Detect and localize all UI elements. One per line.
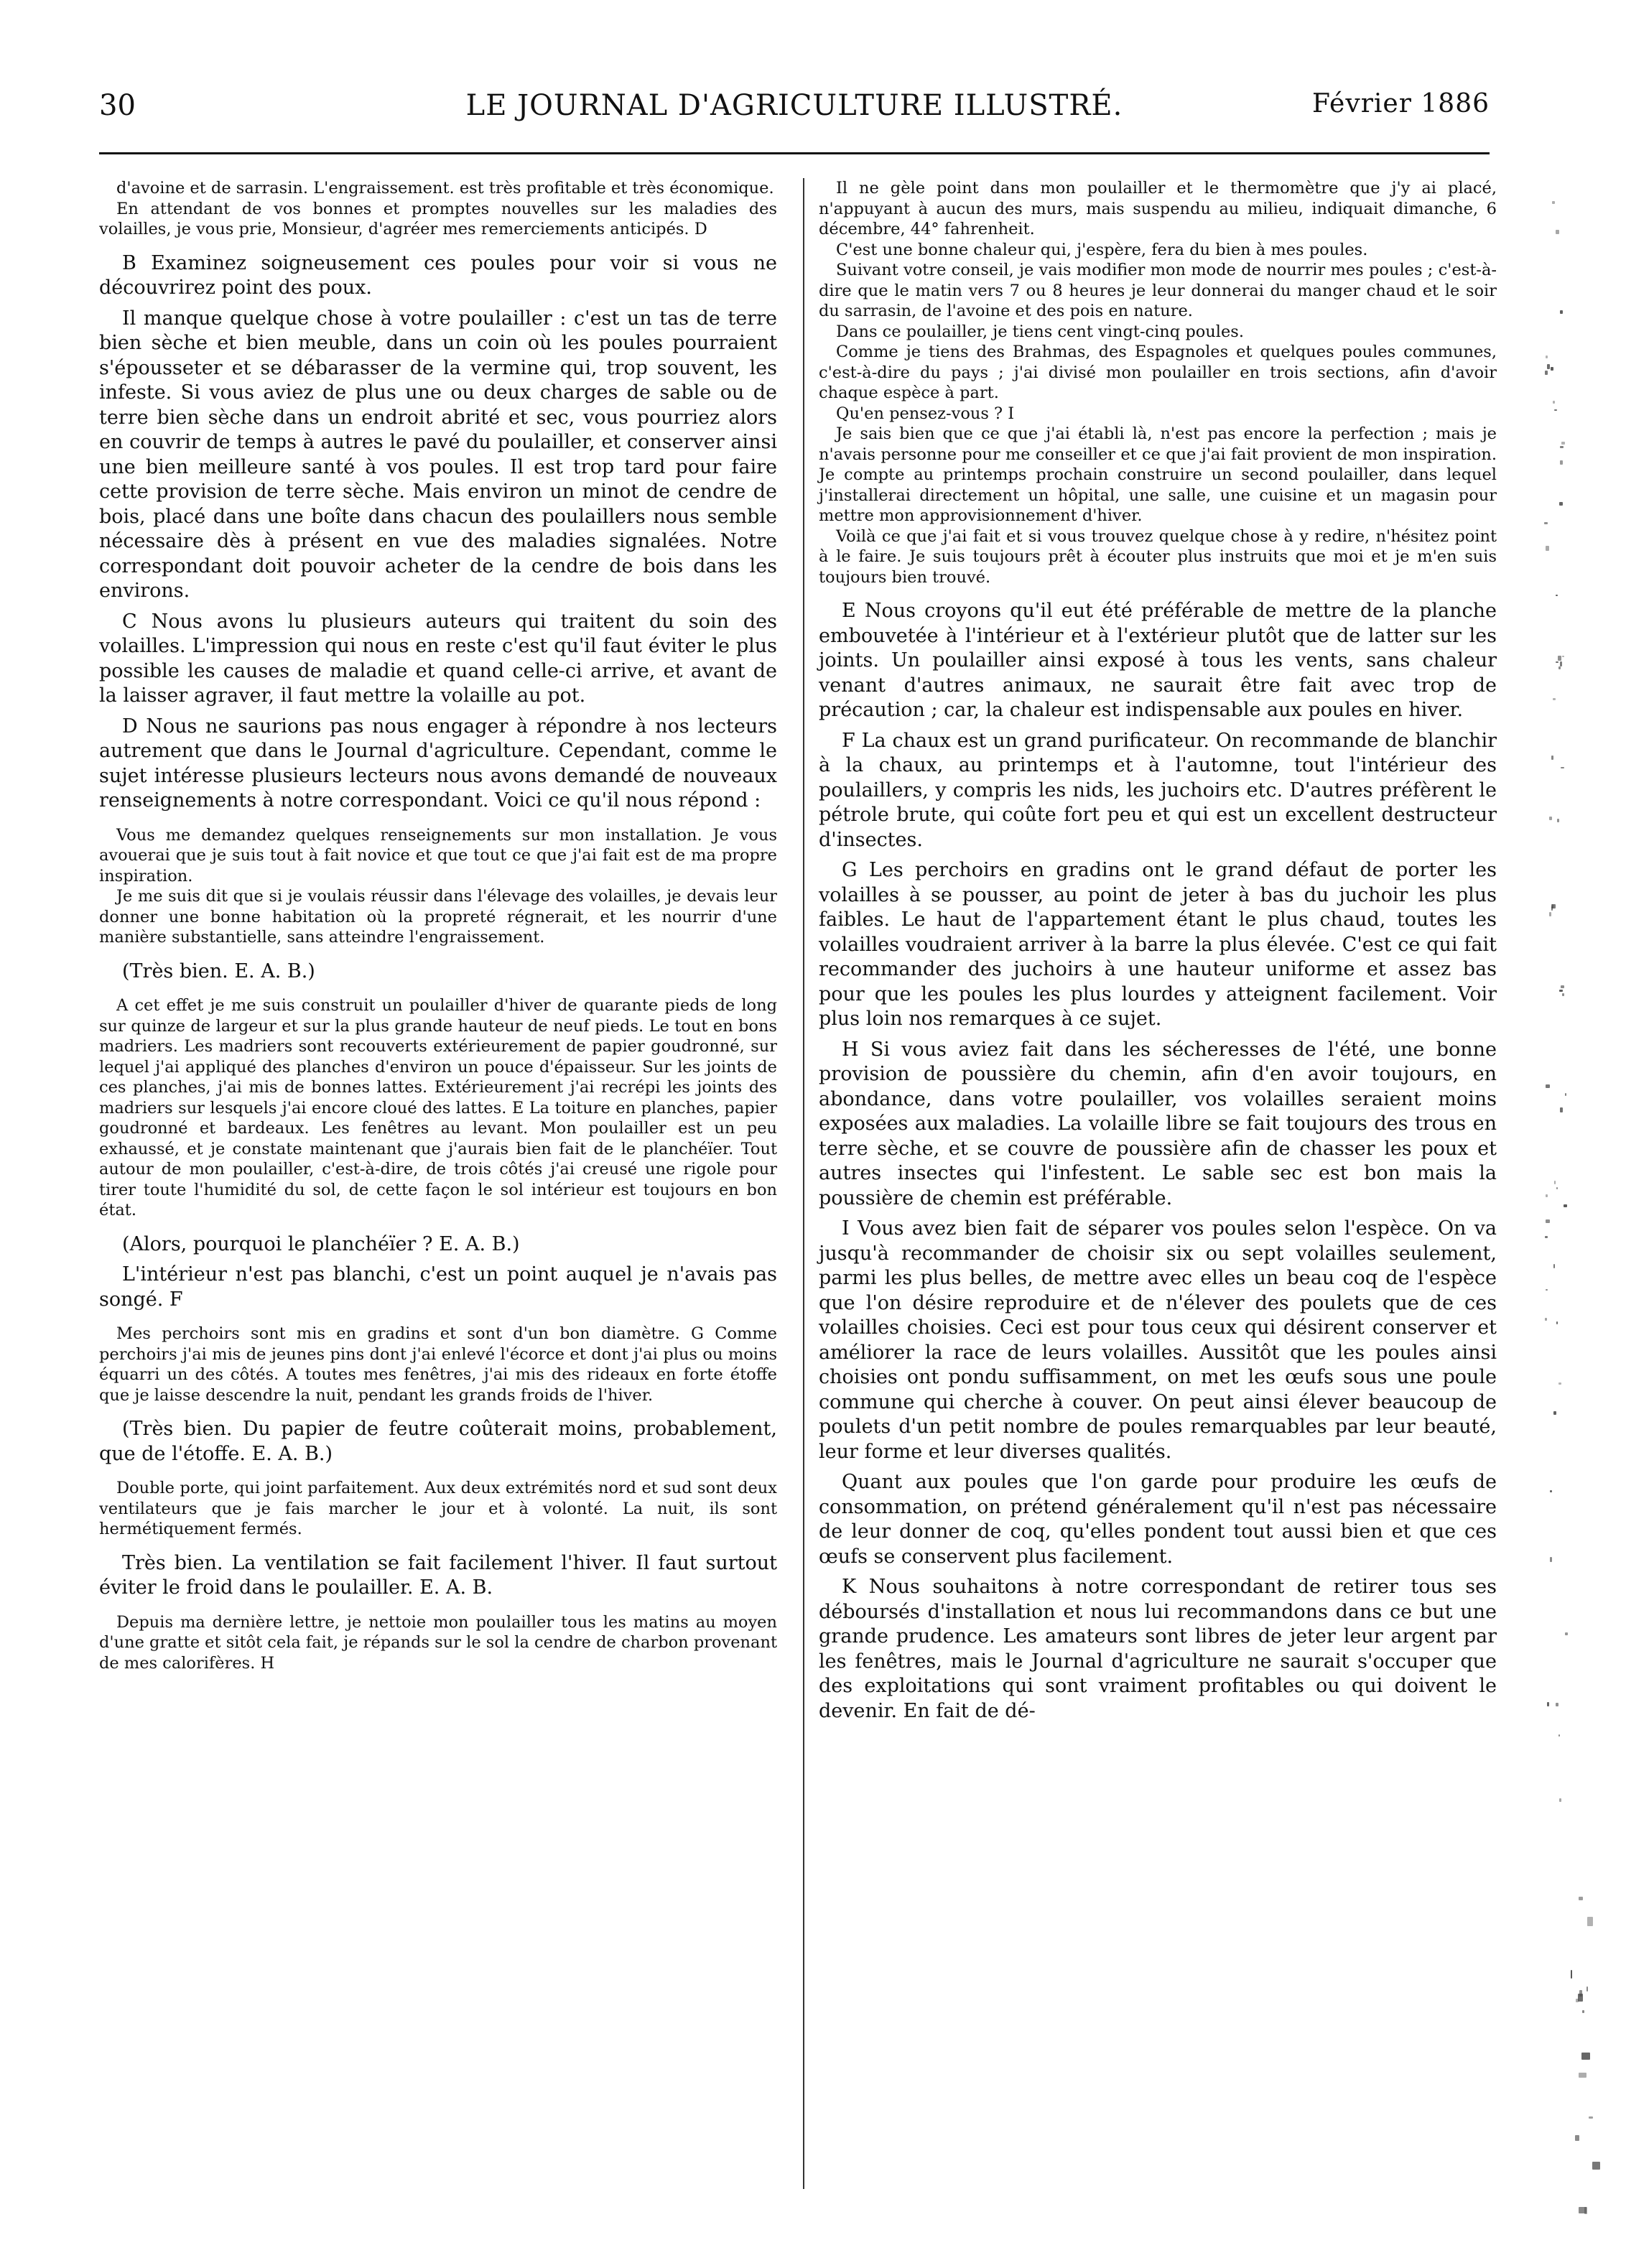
scan-speck xyxy=(1560,460,1563,465)
scan-speck xyxy=(1556,1187,1558,1189)
scan-speck xyxy=(1546,1084,1550,1088)
scan-speck xyxy=(1556,1321,1558,1324)
scan-speck xyxy=(1579,2073,1586,2078)
scan-speck xyxy=(1561,985,1564,989)
scan-speck xyxy=(1545,1318,1547,1321)
scan-margin-specks xyxy=(1544,187,1602,2241)
scan-speck xyxy=(1545,371,1548,374)
right-column xyxy=(819,178,1497,1724)
scan-speck xyxy=(1551,756,1553,760)
scan-speck xyxy=(1547,364,1550,369)
scan-speck xyxy=(1559,990,1563,992)
scan-speck xyxy=(1559,1798,1561,1802)
paragraph: (Alors, pourquoi le planchéïer ? E. A. B.) xyxy=(122,1232,520,1255)
scan-speck xyxy=(1551,904,1556,908)
scan-speck xyxy=(1560,1107,1562,1112)
page-number: 30 xyxy=(99,89,136,122)
scan-speck xyxy=(1576,1999,1579,2002)
scan-speck xyxy=(1592,2162,1600,2170)
paragraph: Depuis ma dernière lettre, je nettoie mon poulailler tous les matins au moyen d'une gratte et sitôt cela fait, je répands sur le sol la cendre de charbon provenant de mes calorifères. H xyxy=(99,1612,777,1673)
scan-speck xyxy=(1589,2116,1593,2119)
scan-speck xyxy=(1556,1703,1558,1706)
paragraph: Vous me demandez quelques renseignements sur mon installation. Je vous avouerai que je suis tout à fait novice et que tout ce que j'ai fait est de ma propre inspiration. xyxy=(99,825,777,886)
journal-title: LE JOURNAL D'AGRICULTURE ILLUSTRÉ. xyxy=(465,89,1123,122)
scan-speck xyxy=(1564,1204,1567,1207)
scan-speck xyxy=(1565,1632,1568,1635)
header-rule xyxy=(99,152,1490,154)
scan-speck xyxy=(1561,767,1564,768)
scan-speck xyxy=(1562,656,1564,657)
scan-speck xyxy=(1550,1490,1552,1492)
scan-speck xyxy=(1556,595,1558,596)
paragraph: Je sais bien que ce que j'ai établi là, n'est pas encore la perfection ; mais je n'avais personne pour me conseiller et ce que j'ai fait provient de mon inspiration. Je compte au printemps prochain construire un second poulailler, dans lequel j'installerai directement un hôpital, une salle, une cuisine et un magasin pour mettre mon approvisionnement d'hiver. xyxy=(819,424,1497,525)
paragraph: G Les perchoirs en gradins ont le grand défaut de porter les volailles à se pousser, au point de jeter à bas du juchoir les plus faibles. Le haut de l'appartement étant le plus chaud, toutes les volailles voudraient arriver à la barre la plus élevée. C'est ce qui fait recommander des juchoirs à une hauteur uniforme et assez bas pour que les poules les plus lourdes y atteignent facilement. Voir plus loin nos remarques à ce sujet. xyxy=(819,859,1497,1030)
scan-speck xyxy=(1587,1917,1593,1926)
scan-speck xyxy=(1550,1557,1552,1562)
paragraph: C'est une bonne chaleur qui, j'espère, fera du bien à mes poules. xyxy=(836,240,1368,259)
scan-speck xyxy=(1575,2135,1579,2141)
paragraph: Mes perchoirs sont mis en gradins et sont d'un bon diamètre. G Comme perchoirs j'ai mis de jeunes pins dont j'ai enlevé l'écorce et dont j'ai plus ou moins équarri un des côtés. A toutes mes fenêtres, j'ai mis des rideaux en forte étoffe que je laisse descendre la nuit, pendant les grands froids de l'hiver. xyxy=(99,1324,777,1405)
scan-speck xyxy=(1554,409,1557,411)
paragraph: C Nous avons lu plusieurs auteurs qui traitent du soin des volailles. L'impression qui nous en reste c'est qu'il faut éviter le plus possible les causes de maladie et quand celle-ci arrive, et avant de la laisser agraver, il faut mettre la volaille au pot. xyxy=(99,610,777,707)
paragraph: Qu'en pensez-vous ? I xyxy=(836,404,1015,423)
paragraph: Suivant votre conseil, je vais modifier mon mode de nourrir mes poules ; c'est-à-dire que le matin vers 7 ou 8 heures je leur donnerai du manger chaud et le soir du sarrasin, de l'avoine et des pois en nature. xyxy=(819,261,1497,320)
scan-speck xyxy=(1558,1734,1561,1737)
paragraph: H Si vous aviez fait dans les sécheresses de l'été, une bonne provision de poussière du chemin, afin d'en avoir toujours, en abondance, dans votre poulailler, vos volailles seraient moins exposées aux maladies. La volaille libre se fait toujours des trous en terre sèche, et se couvre de poussière afin de chasser les poux et autres insectes qui l'infestent. Le sable sec est bon mais la poussière de chemin est préférable. xyxy=(819,1038,1497,1209)
scan-speck xyxy=(1546,1194,1548,1197)
scan-speck xyxy=(1553,698,1556,701)
scan-speck xyxy=(1546,546,1550,551)
page-header xyxy=(99,85,1490,128)
scan-speck xyxy=(1558,656,1562,661)
paragraph: A cet effet je me suis construit un poulailler d'hiver de quarante pieds de long sur quinze de largeur et sur la plus grande hauteur de neuf pieds. Le tout en bons madriers. Les madriers sont recouverts extérieurement de papier goudronné, sur lequel j'ai appliqué des planches d'environ un pouce d'épaisseur. Sur les joints de ces planches, j'ai mis de bonnes lattes. Extérieurement j'ai recrépi les joints des madriers sur lesquels j'ai encore cloué des lattes. E La toiture en planches, papier goudronné et bardeaux. Les fenêtres au levant. Mon poulailler est un peu exhaussé, et je constate maintenant que j'aurais bien fait de le planchéïer. Tout autour de mon poulailler, c'est-à-dire, de trois côtés j'ai creusé une rigole pour tirer toute l'humidité du sol, de cette façon le sol intérieur est toujours en bon état. xyxy=(99,996,777,1219)
scan-speck xyxy=(1551,367,1553,371)
scan-speck xyxy=(1584,2207,1587,2214)
scan-speck xyxy=(1579,1897,1583,1900)
issue-date: Février 1886 xyxy=(1312,89,1490,118)
paragraph: Il ne gèle point dans mon poulailler et le thermomètre que j'y ai placé, n'appuyant à aucun des murs, mais suspendu au milieu, indiquait dimanche, 6 décembre, 44° fahrenheit. xyxy=(819,179,1497,238)
scan-speck xyxy=(1556,230,1559,234)
scan-speck xyxy=(1560,310,1563,314)
paragraph: d'avoine et de sarrasin. L'engraissement. est très profitable et très économique. xyxy=(116,179,774,197)
paragraph: En attendant de vos bonnes et promptes nouvelles sur les maladies des volailles, je vous prie, Monsieur, d'agréer mes remerciements anticipés. D xyxy=(99,199,777,238)
scan-speck xyxy=(1561,442,1566,444)
column-divider xyxy=(803,178,804,2189)
paragraph: L'intérieur n'est pas blanchi, c'est un point auquel je n'avais pas songé. F xyxy=(99,1263,777,1311)
scan-speck xyxy=(1571,1970,1572,1979)
paragraph: Dans ce poulailler, je tiens cent vingt-cinq poules. xyxy=(836,322,1244,341)
left-column xyxy=(99,178,777,1673)
paragraph: Quant aux poules que l'on garde pour produire les œufs de consommation, on prétend généralement qu'il n'est pas nécessaire de leur donner de coq, qu'elles pondent tout aussi bien et que ces œufs se conservent plus facilement. xyxy=(819,1471,1497,1568)
paragraph: Double porte, qui joint parfaitement. Aux deux extrémités nord et sud sont deux ventilateurs que je fais marcher le jour et à volonté. La nuit, ils sont hermétiquement fermés. xyxy=(99,1479,777,1538)
paragraph: B Examinez soigneusement ces poules pour voir si vous ne découvrirez point des poux. xyxy=(99,251,777,299)
scan-speck xyxy=(1546,1219,1550,1223)
scan-speck xyxy=(1547,1702,1549,1706)
paragraph: Je me suis dit que si je voulais réussir dans l'élevage des volailles, je devais leur donner une bonne habitation où la propreté régnerait, et les nourrir d'une manière substantielle, sans atteindre l'engraissement. xyxy=(99,887,777,947)
scan-speck xyxy=(1559,502,1563,506)
paragraph: Comme je tiens des Brahmas, des Espagnoles et quelques poules communes, c'est-à-dire du pays ; j'ai divisé mon poulailler en trois sections, afin d'avoir chaque espèce à part. xyxy=(819,343,1497,402)
scan-speck xyxy=(1549,817,1552,820)
scan-speck xyxy=(1562,993,1564,996)
scan-speck xyxy=(1552,201,1555,204)
scan-speck xyxy=(1546,1289,1548,1291)
paragraph: F La chaux est un grand purificateur. On recommande de blanchir à la chaux, au printemps et à l'automne, tout l'intérieur des poulaillers, y compris les nids, les juchoirs etc. D'autres préfèrent le pétrole brute, qui coûte fort peu et qui est un excellent destructeur d'insectes. xyxy=(819,729,1497,851)
paragraph: Voilà ce que j'ai fait et si vous trouvez quelque chose à y redire, n'hésitez point à le faire. Je suis toujours prêt à écouter plus instruits que moi et je m'en suis toujours bien trouvé. xyxy=(819,526,1497,587)
scan-speck xyxy=(1556,661,1558,664)
paragraph: (Très bien. Du papier de feutre coûterait moins, probablement, que de l'étoffe. E. A. B.) xyxy=(99,1418,777,1465)
scan-speck xyxy=(1545,1236,1548,1238)
scan-speck xyxy=(1582,2010,1584,2013)
paragraph: I Vous avez bien fait de séparer vos poules selon l'espèce. On va jusqu'à recommander de choisir six ou sept volailles seulement, parmi les plus belles, de mettre avec elles un beau coq de l'espèce que l'on désire reproduire et de n'élever des poulets que de ces volailles choisies. Ceci est pour tous ceux qui désirent conserver et améliorer la race de leurs volailles. Aussitôt que les poules ainsi choisies ont pondu suffisamment, on met les œufs sous une poule commune qui cherche à couver. On peut ainsi élever beaucoup de poulets d'un petit nombre de poules remarquables par leur beauté, leur forme et leur diverses qualités. xyxy=(819,1217,1497,1463)
scan-speck xyxy=(1558,666,1561,670)
scan-speck xyxy=(1549,912,1551,916)
scan-speck xyxy=(1553,1264,1555,1268)
scan-speck xyxy=(1560,661,1562,666)
paragraph: K Nous souhaitons à notre correspondant de retirer tous ses déboursés d'installation et nous lui recommandons dans ce but une grande prudence. Les amateurs sont libres de jeter leur argent par les fenêtres, mais le Journal d'agriculture ne saurait s'occuper que des exploitations qui sont vraiment profitables ou qui doivent le devenir. En fait de dé- xyxy=(819,1576,1497,1722)
scan-speck xyxy=(1581,2053,1590,2060)
scan-speck xyxy=(1546,355,1548,358)
scan-speck xyxy=(1553,1411,1556,1415)
paragraph: Très bien. La ventilation se fait facilement l'hiver. Il faut surtout éviter le froid dans le poulailler. E. A. B. xyxy=(99,1551,777,1599)
scan-speck xyxy=(1586,1986,1589,1991)
scan-speck xyxy=(1557,819,1558,822)
paragraph: Il manque quelque chose à votre poulailler : c'est un tas de terre bien sèche et bien meuble, dans un coin où les poules pourraient s'épousseter et se débarasser de la vermine qui, trop souvent, les infeste. Si vous aviez de plus une ou deux charges de sable ou de terre bien sèche dans un endroit abrité et sec, vous pourriez alors en couvrir de temps à autres le pavé du poulailler, et conserver ainsi une bien meilleure santé à vos poules. Il est trop tard pour faire cette provision de terre sèche. Mais environ un minot de cendre de bois, placé dans une boîte dans chacun des poulaillers nous semble nécessaire dès à présent en vue des maladies signalées. Notre correspondant doit pouvoir acheter de la cendre de bois dans les environs. xyxy=(99,307,777,602)
scan-speck xyxy=(1554,1181,1556,1184)
paragraph: D Nous ne saurions pas nous engager à répondre à nos lecteurs autrement que dans le Journal d'agriculture. Cependant, comme le sujet intéresse plusieurs lecteurs nous avons demandé de nouveaux renseignements à notre correspondant. Voici ce qu'il nous répond : xyxy=(99,715,777,812)
scan-speck xyxy=(1553,401,1555,404)
paragraph: E Nous croyons qu'il eut été préférable de mettre de la planche embouvetée à l'intérieur et à l'extérieur plutôt que de latter sur les joints. Un poulailler ainsi exposé à tous les vents, sans chaleur venant d'autres animaux, ne saurait être fait avec trop de précaution ; car, la chaleur est indispensable aux poules en hiver. xyxy=(819,600,1497,721)
scan-speck xyxy=(1560,446,1564,447)
scan-speck xyxy=(1565,1093,1567,1096)
scan-speck xyxy=(1558,1382,1561,1384)
paragraph: (Très bien. E. A. B.) xyxy=(122,959,315,982)
scan-speck xyxy=(1544,522,1547,524)
